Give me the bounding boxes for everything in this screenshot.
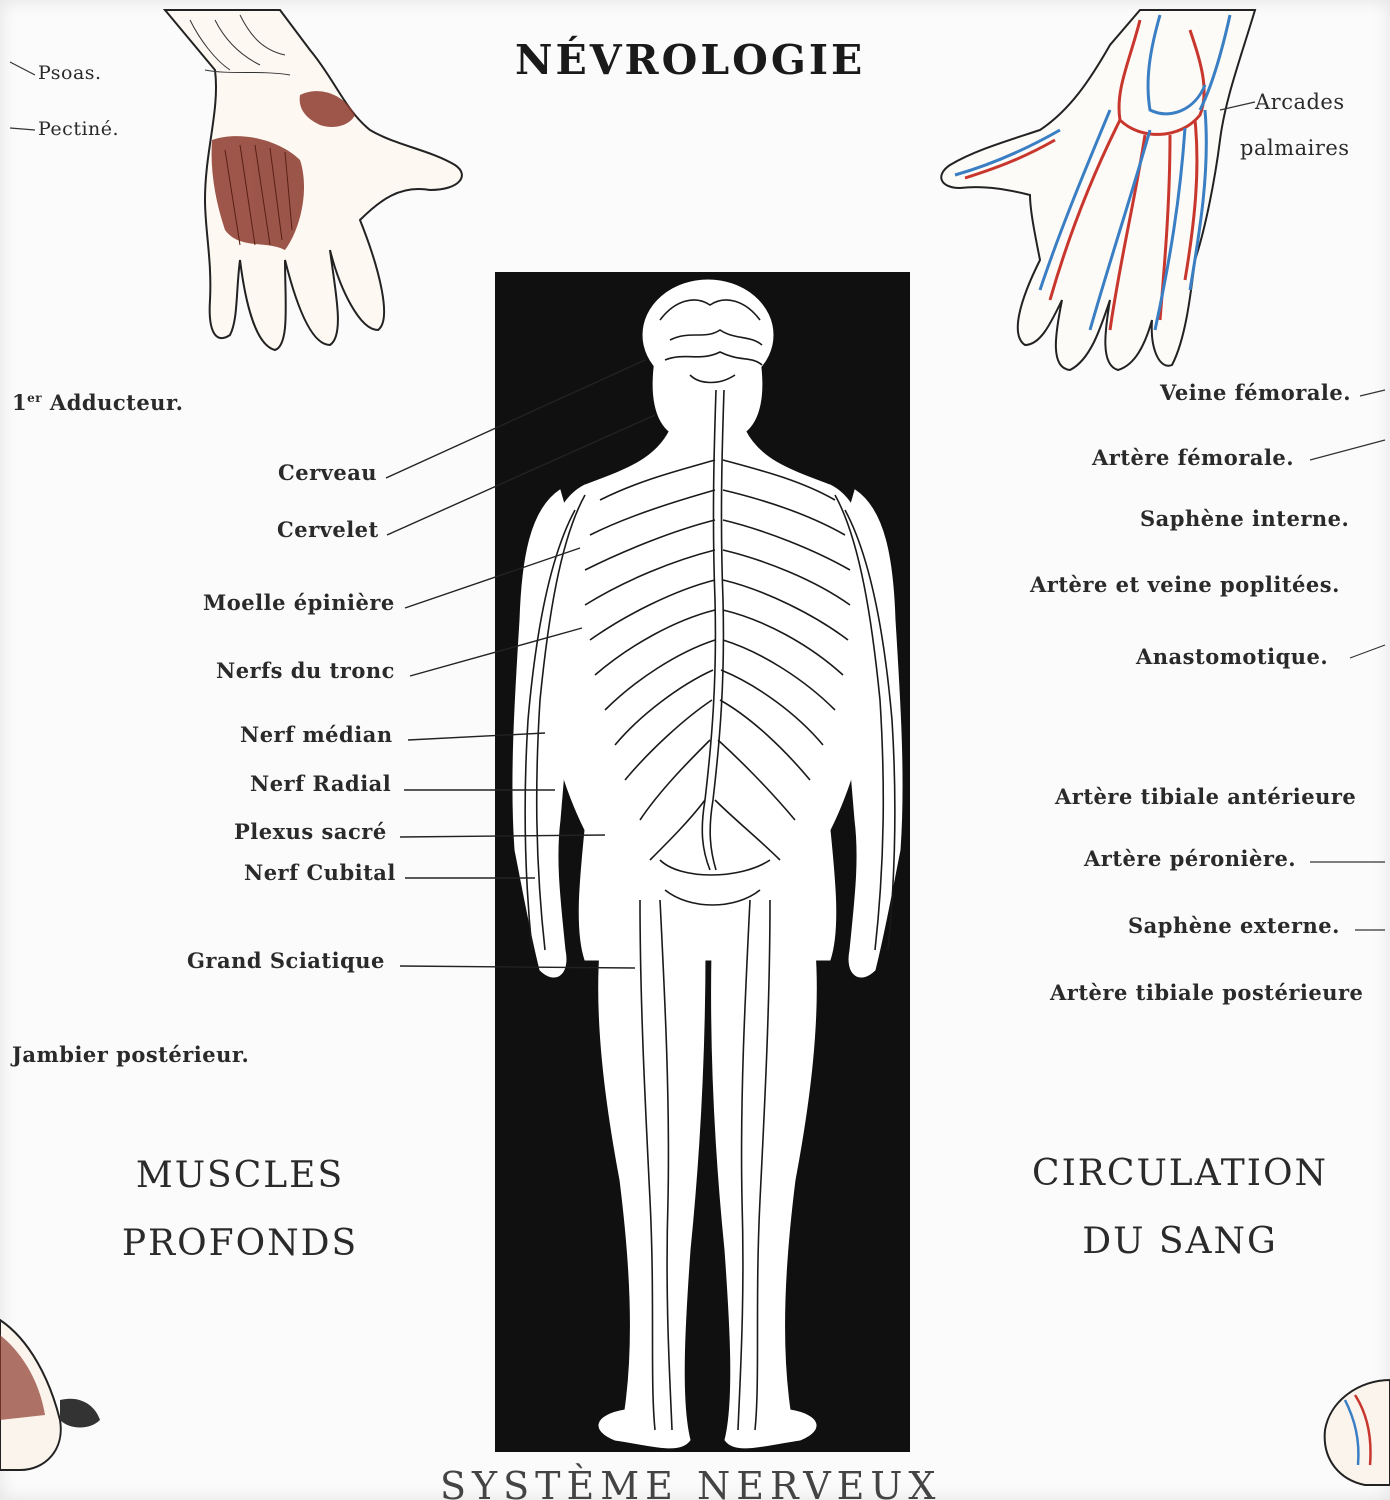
label-pectine: Pectiné.: [38, 118, 120, 140]
label-saphene-interne: Saphène interne.: [1140, 506, 1350, 531]
label-arcades: Arcades: [1255, 90, 1345, 114]
section-muscles-profonds: [95, 1142, 385, 1278]
label-anastomotique: Anastomotique.: [1136, 644, 1329, 669]
label-nerfs-du-tronc: Nerfs du tronc: [216, 658, 395, 683]
footer-systeme-nerveux: [440, 1460, 960, 1500]
label-artere-veine-poplitees: Artère et veine poplitées.: [1030, 572, 1340, 597]
section-circulation-line2: DU SANG: [1082, 1221, 1278, 1262]
section-muscles-line2: PROFONDS: [121, 1223, 359, 1264]
page-title: NÉVROLOGIE: [515, 36, 866, 84]
label-grand-sciatique: Grand Sciatique: [187, 948, 385, 973]
section-circulation-line1: CIRCULATION: [1032, 1153, 1328, 1194]
label-saphene-externe: Saphène externe.: [1128, 913, 1340, 938]
label-veine-femorale: Veine fémorale.: [1160, 380, 1352, 405]
label-psoas: Psoas.: [38, 62, 102, 84]
label-adducteur-group: [12, 390, 183, 415]
label-moelle-epiniere: Moelle épinière: [203, 590, 395, 615]
label-palmaires: palmaires: [1240, 136, 1350, 160]
label-jambier-posterieur: Jambier postérieur.: [12, 1042, 250, 1067]
label-nerf-radial: Nerf Radial: [250, 771, 392, 796]
label-adducteur-prefix: 1: [12, 390, 28, 415]
label-adducteur-sup: er: [27, 391, 43, 405]
label-cervelet: Cervelet: [277, 517, 379, 542]
label-plexus-sacre: Plexus sacré: [234, 819, 387, 844]
label-nerf-cubital: Nerf Cubital: [244, 860, 396, 885]
label-nerf-median: Nerf médian: [240, 722, 393, 747]
section-muscles-line1: MUSCLES: [135, 1155, 345, 1196]
label-artere-tibiale-posterieure: Artère tibiale postérieure: [1050, 980, 1364, 1005]
label-artere-femorale: Artère fémorale.: [1092, 445, 1295, 470]
label-artere-peroniere: Artère péronière.: [1084, 846, 1297, 871]
label-cerveau: Cerveau: [278, 460, 378, 485]
label-adducteur: Adducteur.: [49, 390, 184, 415]
footer-text: SYSTÈME NERVEUX: [440, 1464, 942, 1500]
label-artere-tibiale-anterieure: Artère tibiale antérieure: [1055, 784, 1357, 809]
section-circulation-du-sang: [990, 1140, 1370, 1276]
